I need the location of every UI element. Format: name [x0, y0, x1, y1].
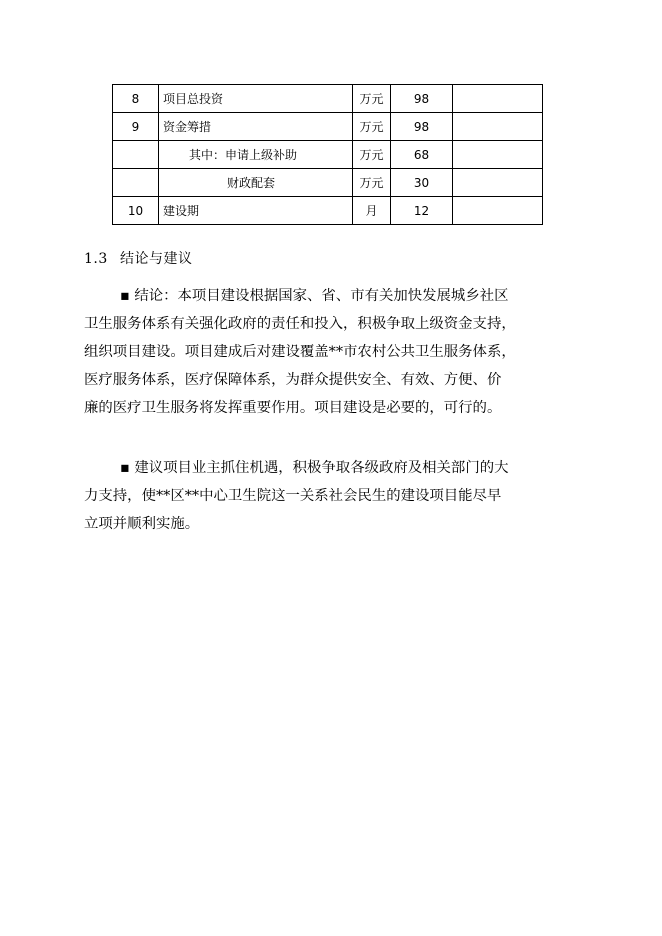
row-number	[113, 141, 159, 169]
row-item: 其中：申请上级补助	[159, 141, 353, 169]
row-unit: 万元	[353, 169, 391, 197]
table-row	[113, 141, 543, 169]
table-row	[113, 113, 543, 141]
row-item: 财政配套	[159, 169, 353, 197]
row-number: 10	[113, 197, 159, 225]
row-note	[453, 113, 543, 141]
paragraph-line: 廉的医疗卫生服务将发挥重要作用。项目建设是必要的，可行的。	[84, 400, 502, 416]
section-title: 结论与建议	[120, 251, 193, 267]
row-number: 8	[113, 85, 159, 113]
paragraph-line: 医疗服务体系，医疗保障体系，为群众提供安全、有效、方便、价	[84, 372, 502, 388]
row-unit: 万元	[353, 141, 391, 169]
paragraph-line: 组织项目建设。项目建成后对建设覆盖**市农村公共卫生服务体系，	[84, 344, 516, 360]
row-item: 建设期	[159, 197, 353, 225]
section-heading	[84, 248, 193, 268]
table-row	[113, 169, 543, 197]
row-note	[453, 169, 543, 197]
paragraph-line: ▪ 建议项目业主抓住机遇，积极争取各级政府及相关部门的大	[120, 460, 509, 476]
table-row	[113, 85, 543, 113]
row-value: 98	[391, 113, 453, 141]
row-number: 9	[113, 113, 159, 141]
row-unit: 月	[353, 197, 391, 225]
row-value: 12	[391, 197, 453, 225]
investment-table	[112, 84, 543, 225]
table-row	[113, 197, 543, 225]
paragraph-line: 卫生服务体系有关强化政府的责任和投入，积极争取上级资金支持，	[84, 316, 516, 332]
paragraph-line: 立项并顺利实施。	[84, 516, 200, 532]
row-value: 68	[391, 141, 453, 169]
paragraph-line: 力支持，使**区**中心卫生院这一关系社会民生的建设项目能尽早	[84, 488, 502, 504]
conclusion-paragraph	[84, 282, 578, 422]
row-item: 资金筹措	[159, 113, 353, 141]
row-unit: 万元	[353, 113, 391, 141]
row-item: 项目总投资	[159, 85, 353, 113]
row-value: 98	[391, 85, 453, 113]
row-unit: 万元	[353, 85, 391, 113]
row-note	[453, 197, 543, 225]
suggestion-paragraph	[84, 454, 578, 538]
row-note	[453, 85, 543, 113]
row-number	[113, 169, 159, 197]
section-number: 1.3	[84, 251, 108, 267]
row-value: 30	[391, 169, 453, 197]
row-note	[453, 141, 543, 169]
paragraph-line: ▪ 结论：本项目建设根据国家、省、市有关加快发展城乡社区	[120, 288, 509, 304]
